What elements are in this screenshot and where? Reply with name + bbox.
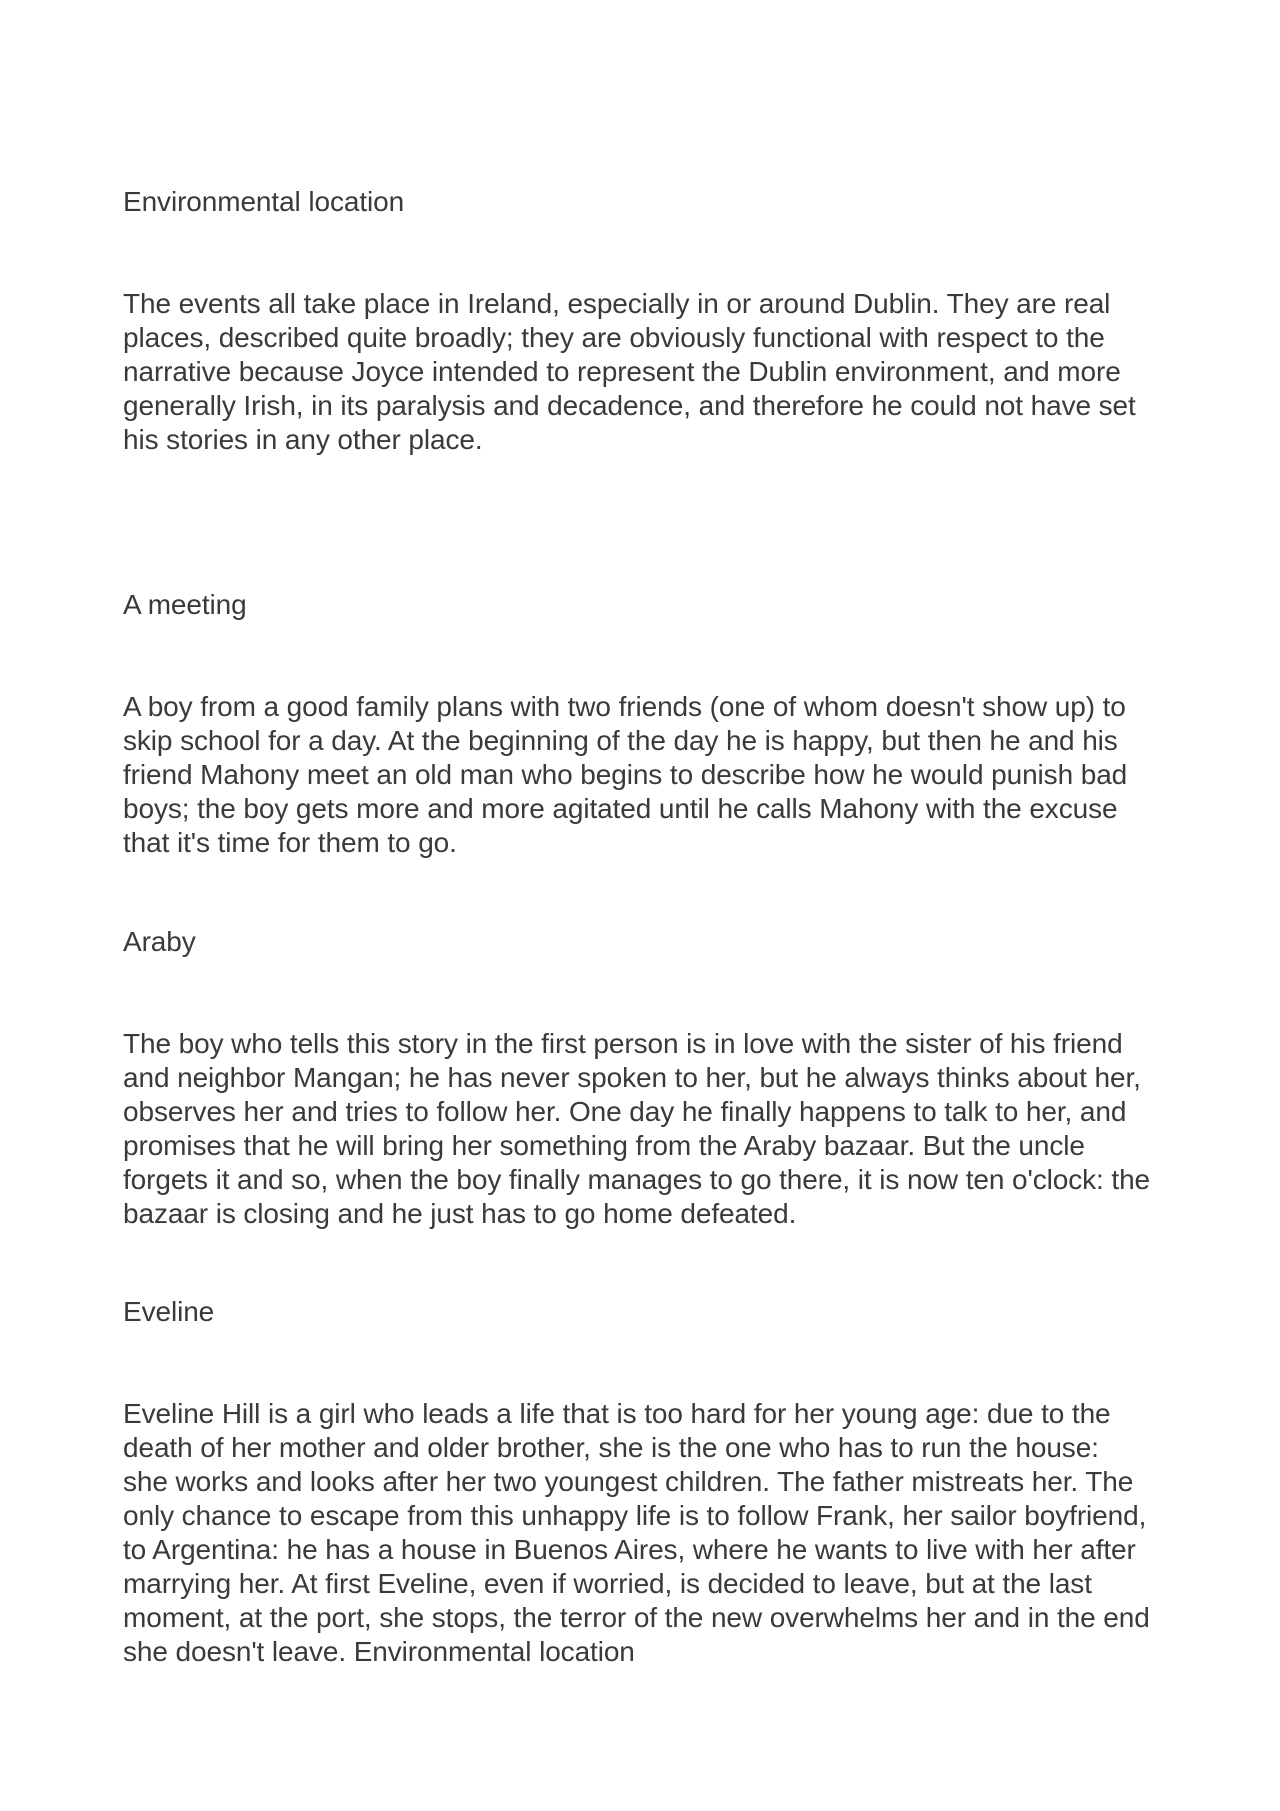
section-paragraph-eveline xyxy=(123,1397,1183,1669)
paragraph-line: boys; the boy gets more and more agitated until he calls Mahony with the excuse xyxy=(123,793,1118,824)
paragraph-line: only chance to escape from this unhappy life is to follow Frank, her sailor boyfriend, xyxy=(123,1500,1147,1531)
paragraph-line: and neighbor Mangan; he has never spoken to her, but he always thinks about her, xyxy=(123,1062,1141,1093)
paragraph-line: forgets it and so, when the boy finally manages to go there, it is now ten o'clock: the xyxy=(123,1164,1151,1195)
paragraph-line: A boy from a good family plans with two friends (one of whom doesn't show up) to xyxy=(123,691,1126,722)
paragraph-line: The boy who tells this story in the first person is in love with the sister of his friend xyxy=(123,1028,1123,1059)
paragraph-line: she works and looks after her two youngest children. The father mistreats her. The xyxy=(123,1466,1134,1497)
paragraph-line: to Argentina: he has a house in Buenos Aires, where he wants to live with her after xyxy=(123,1534,1136,1565)
paragraph-line: death of her mother and older brother, she is the one who has to run the house: xyxy=(123,1432,1099,1463)
paragraph-line: bazaar is closing and he just has to go home defeated. xyxy=(123,1198,797,1229)
paragraph-line: friend Mahony meet an old man who begins to describe how he would punish bad xyxy=(123,759,1128,790)
paragraph-line: she doesn't leave. Environmental location xyxy=(123,1636,635,1667)
paragraph-line: Eveline Hill is a girl who leads a life that is too hard for her young age: due to the xyxy=(123,1398,1111,1429)
paragraph-line: generally Irish, in its paralysis and decadence, and therefore he could not have set xyxy=(123,390,1136,421)
paragraph-line: observes her and tries to follow her. One day he finally happens to talk to her, and xyxy=(123,1096,1127,1127)
paragraph-line: moment, at the port, she stops, the terror of the new overwhelms her and in the end xyxy=(123,1602,1150,1633)
section-heading-a-meeting: A meeting xyxy=(123,589,247,620)
paragraph-line: narrative because Joyce intended to represent the Dublin environment, and more xyxy=(123,356,1121,387)
section-paragraph-a-meeting xyxy=(123,690,1183,860)
section-heading-eveline: Eveline xyxy=(123,1296,215,1327)
section-heading-araby: Araby xyxy=(123,926,196,957)
paragraph-line: marrying her. At first Eveline, even if worried, is decided to leave, but at the last xyxy=(123,1568,1092,1599)
paragraph-line: The events all take place in Ireland, especially in or around Dublin. They are real xyxy=(123,288,1111,319)
section-paragraph-environmental-location xyxy=(123,287,1183,457)
section-paragraph-araby xyxy=(123,1027,1183,1231)
paragraph-line: that it's time for them to go. xyxy=(123,827,457,858)
paragraph-line: promises that he will bring her something from the Araby bazaar. But the uncle xyxy=(123,1130,1085,1161)
paragraph-line: skip school for a day. At the beginning of the day he is happy, but then he and his xyxy=(123,725,1118,756)
section-heading-environmental-location: Environmental location xyxy=(123,186,405,217)
paragraph-line: places, described quite broadly; they are obviously functional with respect to the xyxy=(123,322,1105,353)
paragraph-line: his stories in any other place. xyxy=(123,424,483,455)
